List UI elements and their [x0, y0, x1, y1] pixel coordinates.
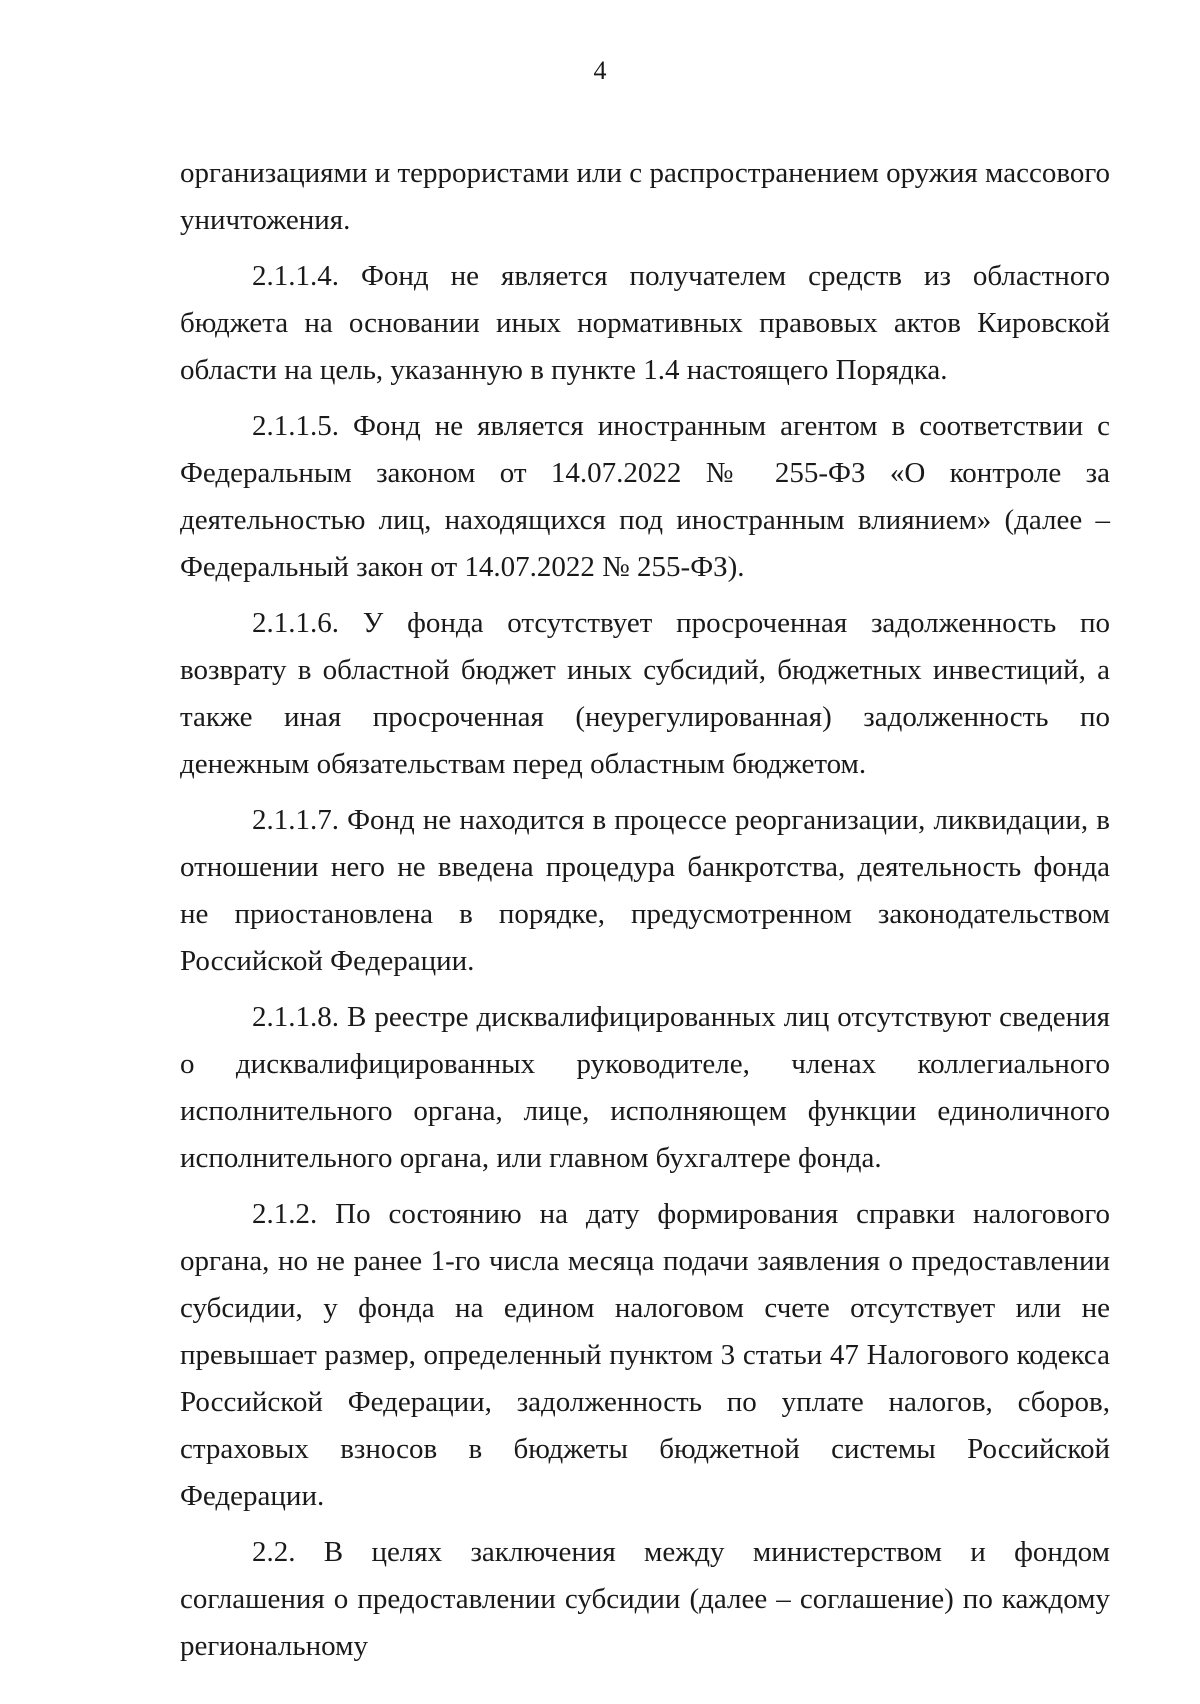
paragraph-2-1-1-8: 2.1.1.8. В реестре дисквалифицированных лиц отсутствуют сведения о дисквалифицированных руководителе, членах коллегиального исполнительного органа, лице, исполняющем функции единоличного исполнительного органа, или главном бухгалтере фонда. [180, 1001, 1110, 1174]
paragraph-continuation: организациями и террористами или с распространением оружия массового уничтожения. [180, 157, 1110, 236]
paragraph-2-2: 2.2. В целях заключения между министерством и фондом соглашения о предоставлении субсидии (далее – соглашение) по каждому региональному [180, 1536, 1110, 1662]
paragraph-2-1-1-5: 2.1.1.5. Фонд не является иностранным агентом в соответствии с Федеральным законом от 14.07.2022 № 255-ФЗ «О контроле за деятельностью лиц, находящихся под иностранным влиянием» (далее – Федеральный закон от 14.07.2022 № 255-ФЗ). [180, 410, 1110, 583]
paragraph-2-1-1-4: 2.1.1.4. Фонд не является получателем средств из областного бюджета на основании иных нормативных правовых актов Кировской области на цель, указанную в пункте 1.4 настоящего Порядка. [180, 260, 1110, 386]
paragraph-2-1-1-6: 2.1.1.6. У фонда отсутствует просроченная задолженность по возврату в областной бюджет иных субсидий, бюджетных инвестиций, а также иная просроченная (неурегулированная) задолженность по денежным обязательствам перед областным бюджетом. [180, 607, 1110, 780]
document-body [180, 150, 1110, 1679]
paragraph-2-1-1-7: 2.1.1.7. Фонд не находится в процессе реорганизации, ликвидации, в отношении него не введена процедура банкротства, деятельность фонда не приостановлена в порядке, предусмотренном законодательством Российской Федерации. [180, 804, 1110, 977]
page-number: 4 [593, 56, 607, 85]
paragraph-2-1-2: 2.1.2. По состоянию на дату формирования справки налогового органа, но не ранее 1-го числа месяца подачи заявления о предоставлении субсидии, у фонда на едином налоговом счете отсутствует или не превышает размер, определенный пунктом 3 статьи 47 Налогового кодекса Российской Федерации, задолженность по уплате налогов, сборов, страховых взносов в бюджеты бюджетной системы Российской Федерации. [180, 1198, 1110, 1512]
